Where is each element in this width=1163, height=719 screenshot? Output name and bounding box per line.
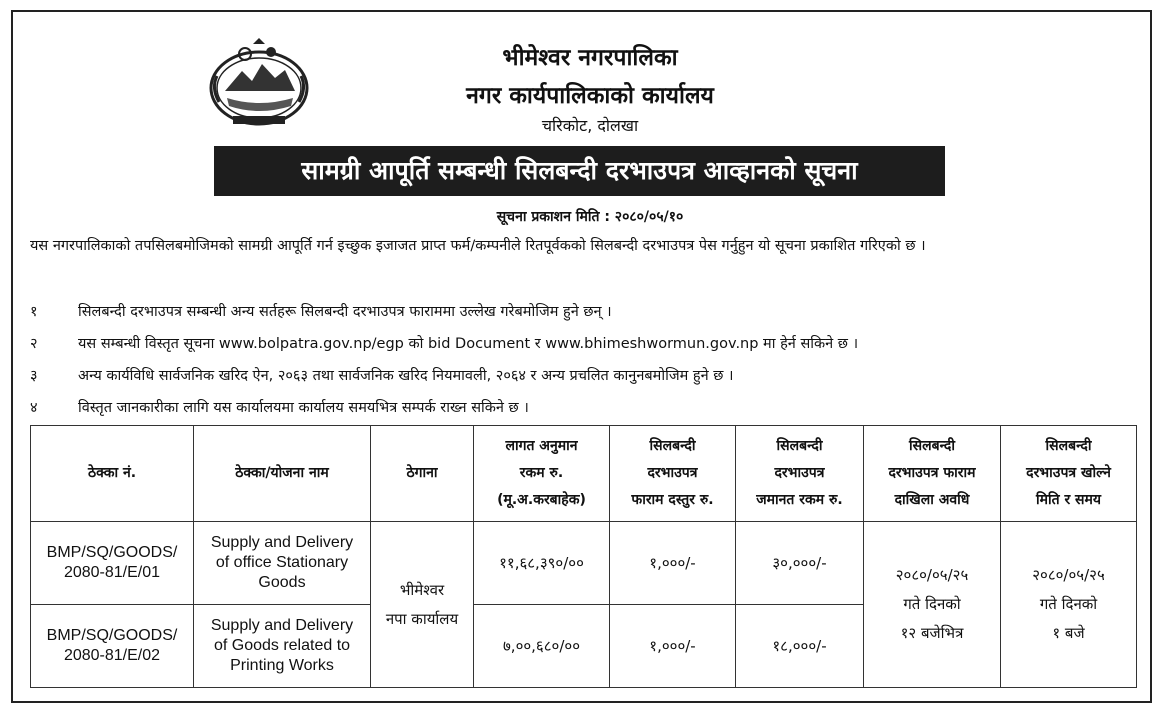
government-emblem-icon xyxy=(207,36,311,128)
header-estimate xyxy=(474,426,610,522)
header-form-fee xyxy=(610,426,736,522)
header-opening-time xyxy=(1001,426,1137,522)
cell-line: Printing Works xyxy=(230,657,334,674)
deposit-cell: ३०,०००/- xyxy=(736,522,864,605)
cell-line: गते दिनको xyxy=(903,595,961,613)
cell-line: २०८०/०५/२५ xyxy=(895,566,969,584)
cell-line: Supply and Delivery xyxy=(210,617,354,634)
table-header-row xyxy=(31,426,1137,522)
clause-text: अन्य कार्यविधि सार्वजनिक खरिद ऐन, २०६३ तथा सार्वजनिक खरिद नियमावली, २०६४ र अन्य प्रचलित कानुनबमोजिम हुने छ । xyxy=(78,368,734,384)
cell-line: नपा कार्यालय xyxy=(385,609,459,628)
form-fee-cell: १,०००/- xyxy=(610,522,736,605)
cell-line: १२ बजेभित्र xyxy=(900,624,964,642)
tender-table xyxy=(30,425,1137,688)
header-line: सिलबन्दी xyxy=(909,438,955,454)
cell-line: Goods xyxy=(258,574,306,591)
clause-number: १ xyxy=(30,304,38,320)
clause-item xyxy=(30,330,1130,358)
clause-text: विस्तृत जानकारीका लागि यस कार्यालयमा कार्यालय समयभित्र सम्पर्क राख्न सकिने छ । xyxy=(78,400,529,416)
header-line: (मू.अ.करबाहेक) xyxy=(497,492,586,508)
notice-title: सामग्री आपूर्ति सम्बन्धी सिलबन्दी दरभाउपत्र आव्हानको सूचना xyxy=(214,146,945,196)
submission-deadline-cell xyxy=(864,522,1001,688)
cell-line: 2080-81/E/01 xyxy=(63,564,161,581)
header-line: मिति र समय xyxy=(1035,492,1102,508)
header-deposit xyxy=(736,426,864,522)
cell-line: Supply and Delivery xyxy=(210,534,354,551)
intro-paragraph: यस नगरपालिकाको तपसिलबमोजिमको सामग्री आपूर्ति गर्न इच्छुक इजाजत प्राप्त फर्म/कम्पनीले रितपूर्वकको सिलबन्दी दरभाउपत्र पेस गर्नुहुन यो सूचना प्रकाशित गरिएको छ । xyxy=(30,238,926,254)
cell-line: of Goods related to xyxy=(213,637,351,654)
contract-no-cell xyxy=(31,522,194,605)
cell-line: BMP/SQ/GOODS/ xyxy=(46,544,178,561)
estimate-cell: ७,००,६८०/०० xyxy=(474,605,610,688)
location-cell xyxy=(371,522,474,688)
office-subtitle: नगर कार्यपालिकाको कार्यालय xyxy=(466,83,714,109)
cell-line: २०८०/०५/२५ xyxy=(1032,566,1105,584)
header-line: लागत अनुमान xyxy=(505,438,578,454)
cell-line: १ बजे xyxy=(1052,624,1085,642)
header-line: सिलबन्दी xyxy=(649,438,696,454)
cell-line: 2080-81/E/02 xyxy=(63,647,161,664)
clause-number: ४ xyxy=(30,400,38,416)
table-row xyxy=(31,522,1137,605)
header-project-name: ठेक्का/योजना नाम xyxy=(194,426,371,522)
header-line: दरभाउपत्र खोल्ने xyxy=(1026,465,1111,481)
header-line: रकम रु. xyxy=(519,465,564,481)
clause-item xyxy=(30,394,1130,422)
project-name-cell xyxy=(194,605,371,688)
deposit-cell: १८,०००/- xyxy=(736,605,864,688)
estimate-cell: ११,६८,३९०/०० xyxy=(474,522,610,605)
header-line: सिलबन्दी xyxy=(776,438,823,454)
cell-line: भीमेश्वर xyxy=(399,580,445,599)
clause-number: ३ xyxy=(30,368,38,384)
cell-line: of office Stationary xyxy=(215,554,349,571)
header-contract-no: ठेक्का नं. xyxy=(31,426,194,522)
header-submission-deadline xyxy=(864,426,1001,522)
office-name: भीमेश्वर नगरपालिका xyxy=(502,45,678,71)
header-line: फाराम दस्तुर रु. xyxy=(631,492,714,508)
header-line: जमानत रकम रु. xyxy=(756,492,843,508)
cell-line: BMP/SQ/GOODS/ xyxy=(46,627,178,644)
publication-date: सूचना प्रकाशन मिति : २०८०/०५/१० xyxy=(496,209,684,225)
contract-no-cell xyxy=(31,605,194,688)
office-address: चरिकोट, दोलखा xyxy=(541,116,639,135)
clause-item xyxy=(30,298,1130,326)
clause-text: यस सम्बन्धी विस्तृत सूचना www.bolpatra.gov.np/egp को bid Document र www.bhimeshwormun.gov.np मा हेर्न सकिने छ । xyxy=(78,336,859,352)
header-location: ठेगाना xyxy=(371,426,474,522)
form-fee-cell: १,०००/- xyxy=(610,605,736,688)
project-name-cell xyxy=(194,522,371,605)
clause-item xyxy=(30,362,1130,390)
header-line: दरभाउपत्र xyxy=(774,465,825,481)
clause-text: सिलबन्दी दरभाउपत्र सम्बन्धी अन्य सर्तहरू सिलबन्दी दरभाउपत्र फाराममा उल्लेख गरेबमोजिम हुने छन् । xyxy=(78,304,612,320)
header-line: दरभाउपत्र फाराम xyxy=(888,465,976,481)
header-line: दाखिला अवधि xyxy=(894,492,970,508)
header-line: दरभाउपत्र xyxy=(647,465,698,481)
cell-line: गते दिनको xyxy=(1039,595,1098,613)
opening-time-cell xyxy=(1001,522,1137,688)
clause-number: २ xyxy=(30,336,38,352)
header-line: सिलबन्दी xyxy=(1045,438,1092,454)
